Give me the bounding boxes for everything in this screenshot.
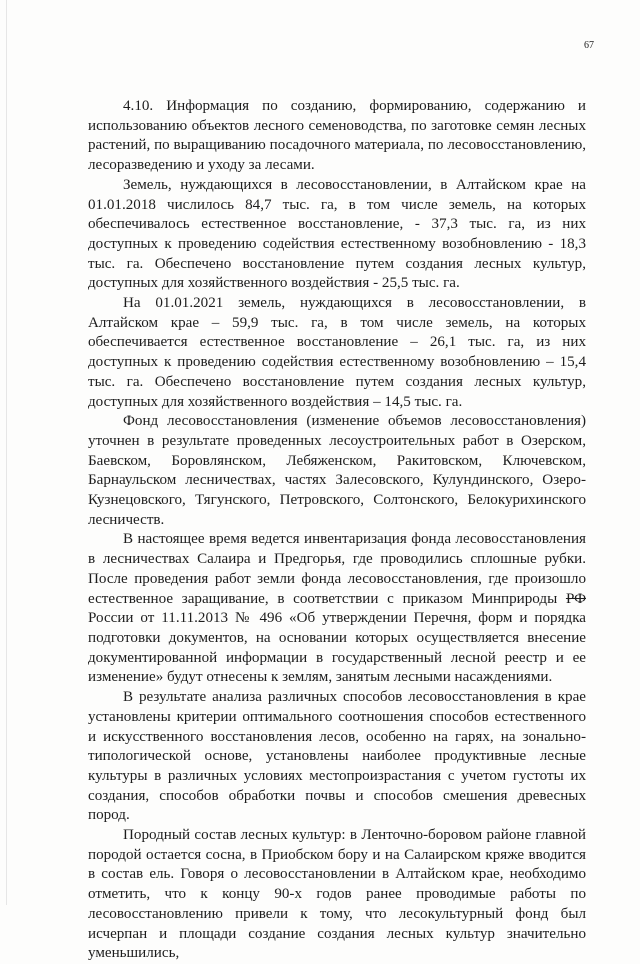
paragraph-inventory — [88, 530, 586, 688]
struck-text: РФ — [565, 590, 586, 607]
paragraph-2018-data: Земель, нуждающихся в лесовосстановлении, в Алтайском крае на 01.01.2018 числилось 84,7 тыс. га, в том числе земель, на которых обеспечивалось естественное восстановление, - 37,3 тыс. га, из них доступных к проведению содействия естественному возобновлению - 18,3 тыс. га. Обеспечено восстановление путем создания лесных культур, доступных для хозяйственного воздействия - 25,5 тыс. га. — [88, 176, 586, 292]
paragraph-inventory-part2: России от 11.11.2013 № 496 «Об утверждении Перечня, форм и порядка подготовки документов, на основании которых осуществляется внесение документированной информации в государственный лесной реестр и ее изменение» будут отнесены к землям, занятым лесными насаждениями. — [88, 610, 586, 686]
paragraph-species-composition: Породный состав лесных культур: в Ленточно-боровом районе главной породой остается сосна, в Приобском бору и на Салаирском кряже вводится в состав ель. Говоря о лесовосстановлении в Алтайском крае, необходимо отметить, что к концу 90-х годов ранее проводимые работы по лесовосстановлению привели к тому, что лесокультурный фонд был исчерпан и площади создание создания лесных культур значительно уменьшились, — [88, 827, 586, 962]
paragraph-reforestation-fund: Фонд лесовосстановления (изменение объемов лесовосстановления) уточнен в результате проведенных лесоустроительных работ в Озерском, Баевском, Боровлянском, Лебяженском, Ракитовском, Ключевском, Барнаульском лесничествах, частях Залесовского, Кулундинского, Озеро-Кузнецовского, Тягунского, Петровского, Солтонского, Белокурихинского лесничеств. — [88, 413, 586, 528]
paragraph-analysis: В результате анализа различных способов лесовосстановления в крае установлены критерии оптимального соотношения способов естественного и искусственного восстановления лесов, особенно на гарях, на зонально-типологической основе, установлены наиболее продуктивные лесные культуры в различных условиях местопроизрастания с учетом густоты их создания, способов обработки почвы и способов смешения древесных пород. — [88, 689, 586, 824]
scan-edge-line — [6, 0, 7, 905]
page-number: 67 — [584, 40, 594, 51]
paragraph-inventory-part1: В настоящее время ведется инвентаризация фонда лесовосстановления в лесничествах Салаира и Предгорья, где проводились сплошные рубки. После проведения работ земли фонда лесовосстановления, где произошло естественное заращивание, в соответствии с приказом Минприроды — [88, 531, 586, 607]
paragraph-2021-data: На 01.01.2021 земель, нуждающихся в лесовосстановлении, в Алтайском крае – 59,9 тыс. га, в том числе земель, на которых обеспечивается естественное восстановление – 26,1 тыс. га, из них доступных к проведению содействия естественному возобновлению – 15,4 тыс. га. Обеспечено восстановление путем создания лесных культур, доступных для хозяйственного воздействия – 14,5 тыс. га. — [88, 295, 586, 410]
document-body — [88, 97, 586, 964]
paragraph-section-heading: 4.10. Информация по созданию, формированию, содержанию и использованию объектов лесного семеноводства, по заготовке семян лесных растений, по выращиванию посадочного материала, по лесовосстановлению, лесоразведению и уходу за лесами. — [88, 98, 586, 174]
